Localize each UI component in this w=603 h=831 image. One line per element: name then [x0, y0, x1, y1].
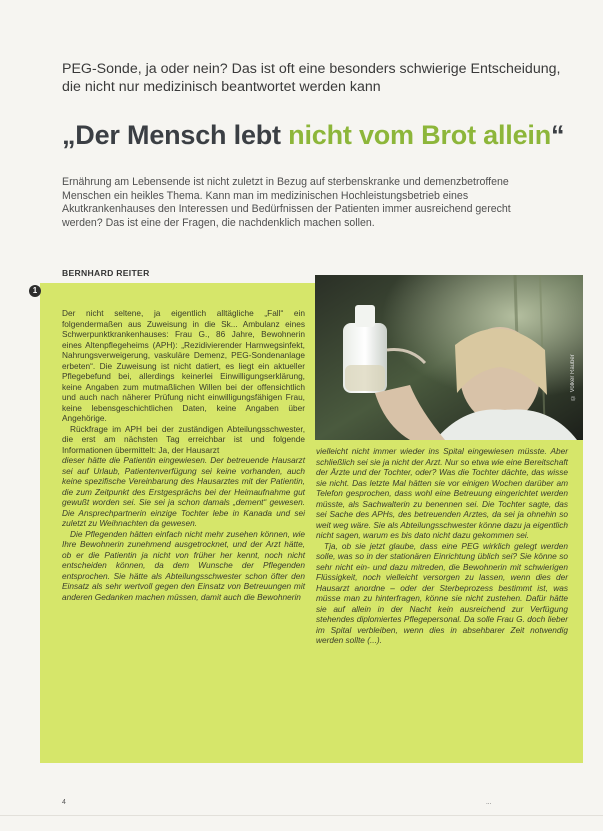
page-edge-divider — [0, 815, 603, 816]
headline-part-1: „Der Mensch lebt — [62, 120, 289, 150]
article-column-left — [62, 308, 305, 602]
footer-publication: ... — [486, 799, 492, 806]
headline — [62, 120, 582, 151]
article-photo — [315, 275, 583, 440]
page-number: 4 — [62, 799, 66, 806]
article-column-right — [316, 446, 568, 646]
section-number-badge: 1 — [29, 285, 41, 297]
paragraph: Die Pflegenden hätten einfach nicht mehr zusehen können, wie Ihre Bewohnerin zunehmend ausgetrocknet, und der Arzt hätte, ob er die Patientin ja nicht von früher her kennt, noch nicht entscheiden können, da dem Wunsche der Pflegenden entsprochen. Sie hätte als Abteilungsschwester schon öfter den Einsatz als sehr wertvoll gegen den Einsatz von Betreuungen mit anderen Gedanken machen müssen, damit auch die Bewohnerin — [62, 528, 305, 602]
paragraph: Der nicht seltene, ja eigentlich alltägliche „Fall“ ein folgendermaßen aus Zuweisung in die Sk... Ambulanz eines Schwerpunktkrankenhauses: Frau G., 86 Jahre, Bewohnerin eines Altenpflegeheims (APH): „Rezidivierender Harnwegsinfekt, Nahrungsverweigerung, vaskuläre Demenz, PEG-Sondenanlage erbeten“. Die Zuweisung ist nicht datiert, es liegt ein aktueller Pflegebefund bei, allerdings keinerlei Einwilligungserklärung, keine Angaben zum mutmaßlichen Willen bei der offensichtlich und auch nach näherer Prüfung nicht einwilligungsfähigen Frau, keine lebensgeschichtlichen Daten, keine Angaben über Angehörige. — [62, 308, 305, 423]
photo-credit: © Volker Rauber — [570, 354, 576, 400]
paragraph: Rückfrage im APH bei der zuständigen Abteilungsschwester, die erst am nächsten Tag erreichbar ist und folgende Informationen übermittelt: Ja, der Hausarzt — [62, 423, 305, 455]
paragraph: dieser hätte die Patientin eingewiesen. Der betreuende Hausarzt sei auf Urlaub, Patientenverfügung sei keine vorhanden, auch keine spezifische Vereinbarung des Hausarztes mit der Patientin, die zum Zeitpunkt des Erstgesprächs bei der Heimaufnahme gut gewußt worden sei. Sie sei ja schon damals „dement“ gewesen. Die Ansprechpartnerin einzige Tochter lebe in Kanada und sei zuletzt zu Weihnachten da gewesen. — [62, 455, 305, 528]
author-byline: BERNHARD REITER — [62, 268, 150, 278]
kicker-subtitle: PEG-Sonde, ja oder nein? Das ist oft eine besonders schwierige Entscheidung, die nicht nur medizinisch beantwortet werden kann — [62, 61, 561, 95]
lead-paragraph: Ernährung am Lebensende ist nicht zuletzt in Bezug auf sterbenskranke und demenzbetroffene Menschen ein heikles Thema. Kann man im medizinischen Hochleistungsbetrieb eines Akutkrankenhauses den Interessen und Bedürfnissen der Patienten immer ausreichend gerecht werden? Das ist eine der Fragen, die nachdenklich machen sollen. — [62, 176, 511, 230]
photo-nurse-with-feeding-bottle — [315, 275, 583, 440]
headline-highlight: nicht vom Brot allein — [288, 120, 551, 150]
paragraph: Tja, ob sie jetzt glaube, dass eine PEG wirklich gelegt werden solle, was so in der stationären Einrichtung üblich sei? Sie könne so sehr nicht ein- und dazu mitreden, die Bewohnerin mit schwierigen Flüssigkeit, noch vielleicht versorgen zu lassen, wenn dies der Hausarzt anordne – oder der Sterbeprozess bestimmt ist, was müsse man zu hinterfragen, könne sie nicht zustehen. Dafür hätte sie auf allein in der Nacht kein ausreichend zur Verfügung stehendes diplomiertes Pflegepersonal. Da solle Frau G. doch lieber im Spital verbleiben, wenn dies in absehbarer Zeit notwendig werden sollte (...). — [316, 540, 568, 645]
paragraph: vielleicht nicht immer wieder ins Spital eingewiesen müsste. Aber schließlich sei sie ja nicht der Arzt. Nur so etwa wie eine Bereitschaft der Ärzte und der Tochter, oder? Was die Tochter dächte, das wisse sie nicht. Das letzte Mal hätten sie vor einigen Wochen darüber am Telefon gesprochen, dass wohl eine Betreuung eingerichtet werden müsste, als Sachwalterin zu benennen sei. Die Tochter sagte, das sei Sache des APHs, des betreuenden Arztes, da sei ja ohnehin so weit weg wäre. Sie als Abteilungsschwester könne dazu ja eigentlich nicht sagen, warum es bis dato nicht dazu gekommen sei. — [316, 446, 568, 540]
headline-part-3: “ — [551, 120, 565, 150]
